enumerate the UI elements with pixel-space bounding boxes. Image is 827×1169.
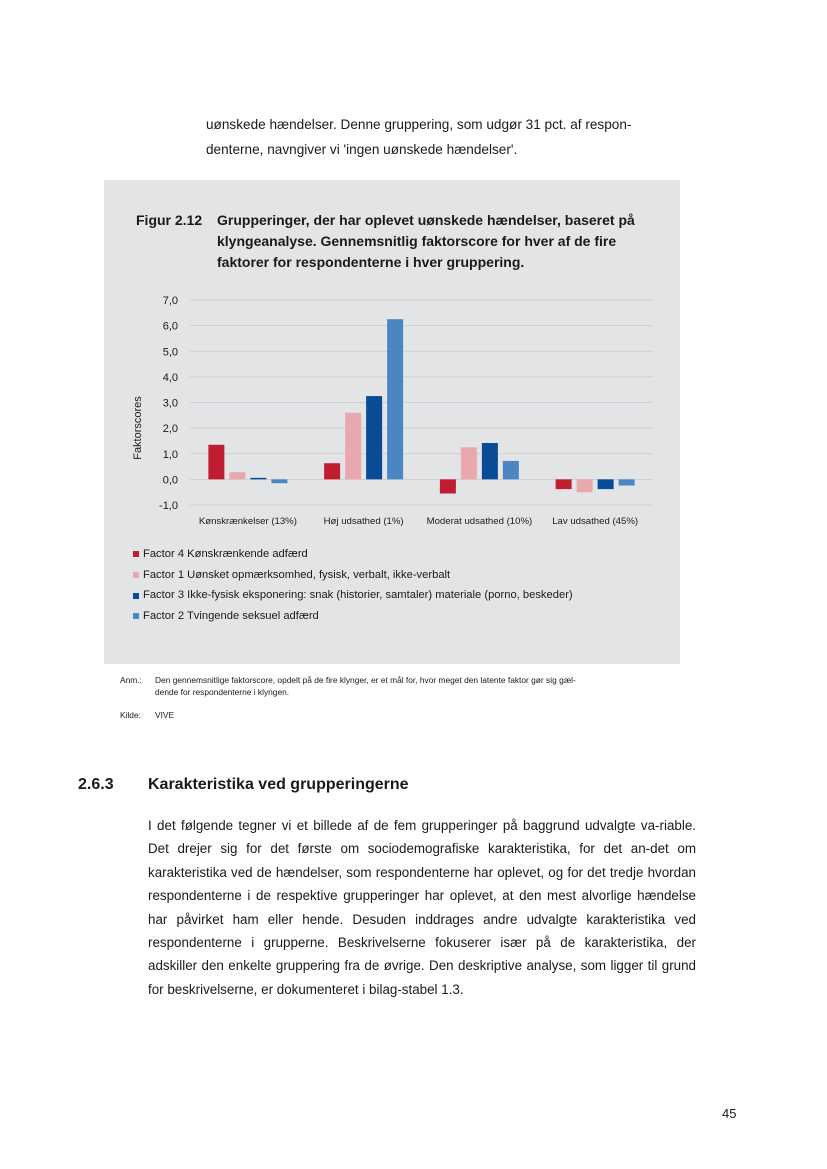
bar: [619, 479, 635, 485]
bar-chart: [104, 180, 680, 540]
bar: [271, 479, 287, 483]
section-body: I det følgende tegner vi et billede af de fem grupperinger på baggrund udvalgte va-riable. Det drejer sig for det første om sociodemografiske karakteristika, for det an-det om karakteristika ved de hændelser, som respondenterne har oplevet, og for det tredje hvordan respondenterne i de respektive grupperinger har oplevet, at den mest alvorlige hændelse har påvirket ham eller hende. Desuden inddrages andre udvalgte karakteristika ved respondenterne i grupperne. Beskrivelserne fokuserer især på de karakteristika, der adskiller den enkelte gruppering fra de øvrige. Den deskriptive analyse, som ligger til grund for beskrivelserne, er dokumenteret i bilag-stabel 1.3.: [148, 818, 696, 997]
intro-line-1: uønskede hændelser. Denne gruppering, som udgør 31 pct. af respon-: [206, 117, 632, 132]
bar: [229, 472, 245, 479]
y-tick-label: 4,0: [162, 371, 178, 384]
legend-swatch: [133, 613, 139, 619]
note-anm-label: Anm.:: [120, 675, 142, 685]
legend-swatch: [133, 593, 139, 599]
bar: [503, 461, 519, 479]
y-tick-label: 2,0: [162, 423, 178, 436]
note-anm: [120, 674, 680, 699]
bar: [324, 463, 340, 479]
x-category-label: Høj udsathed (1%): [323, 516, 404, 527]
bar: [345, 413, 361, 480]
legend-item: [133, 565, 573, 586]
y-tick-label: 3,0: [162, 397, 178, 410]
intro-line-2: denterne, navngiver vi 'ingen uønskede hændelser'.: [206, 142, 518, 157]
y-tick-label: 1,0: [162, 448, 178, 461]
chart-legend: [133, 544, 573, 627]
legend-label: Factor 2 Tvingende seksuel adfærd: [143, 610, 319, 623]
section-number: 2.6.3: [78, 776, 114, 793]
bar: [461, 447, 477, 479]
legend-swatch: [133, 551, 139, 557]
note-kilde-label: Kilde:: [120, 709, 141, 720]
y-tick-label: 7,0: [162, 295, 178, 307]
figure-caption: Grupperinger, der har oplevet uønskede hændelser, baseret på klyngeanalyse. Gennemsnitlig faktorscore for hver af de fire faktorer for respondenterne i hver gruppering.: [217, 212, 635, 270]
y-tick-label: 6,0: [162, 320, 178, 333]
y-axis-label: Faktorscores: [132, 396, 144, 460]
y-tick-label: -1,0: [159, 500, 178, 512]
bar: [208, 445, 224, 480]
bar: [482, 443, 498, 479]
bar: [387, 319, 403, 479]
y-tick-label: 0,0: [162, 474, 178, 487]
note-anm-line-2: dende for respondenterne i klyngen.: [155, 687, 290, 698]
x-category-label: Moderat udsathed (10%): [426, 516, 533, 527]
bar: [440, 479, 456, 493]
legend-item: [133, 544, 573, 565]
bar: [366, 396, 382, 479]
figure-panel: [104, 180, 680, 664]
legend-label: Factor 3 Ikke-fysisk eksponering: snak (historier, samtaler) materiale (porno, beskeder): [143, 589, 573, 602]
legend-swatch: [133, 572, 139, 578]
page-number: 45: [722, 1106, 737, 1121]
legend-item: [133, 606, 573, 627]
bar: [556, 479, 572, 489]
x-category-label: Lav udsathed (45%): [552, 516, 639, 527]
legend-label: Factor 4 Kønskrænkende adfærd: [143, 548, 308, 560]
intro-paragraph: [206, 112, 696, 162]
note-kilde-text: VIVE: [155, 709, 175, 720]
bar: [598, 479, 614, 489]
bar: [577, 479, 593, 492]
bar: [250, 478, 266, 480]
legend-item: [133, 585, 573, 606]
figure-label: Figur 2.12: [136, 212, 203, 228]
note-kilde: [120, 709, 680, 721]
x-category-label: Kønskrænkelser (13%): [198, 516, 297, 527]
note-anm-line-1: Den gennemsnitlige faktorscore, opdelt på de fire klynger, er et mål for, hvor meget den latente faktor gør sig gæl-: [155, 675, 576, 685]
y-tick-label: 5,0: [162, 346, 178, 359]
figure-notes: [120, 674, 680, 721]
section-title: Karakteristika ved grupperingerne: [148, 776, 409, 793]
legend-label: Factor 1 Uønsket opmærksomhed, fysisk, verbalt, ikke-verbalt: [143, 568, 451, 581]
